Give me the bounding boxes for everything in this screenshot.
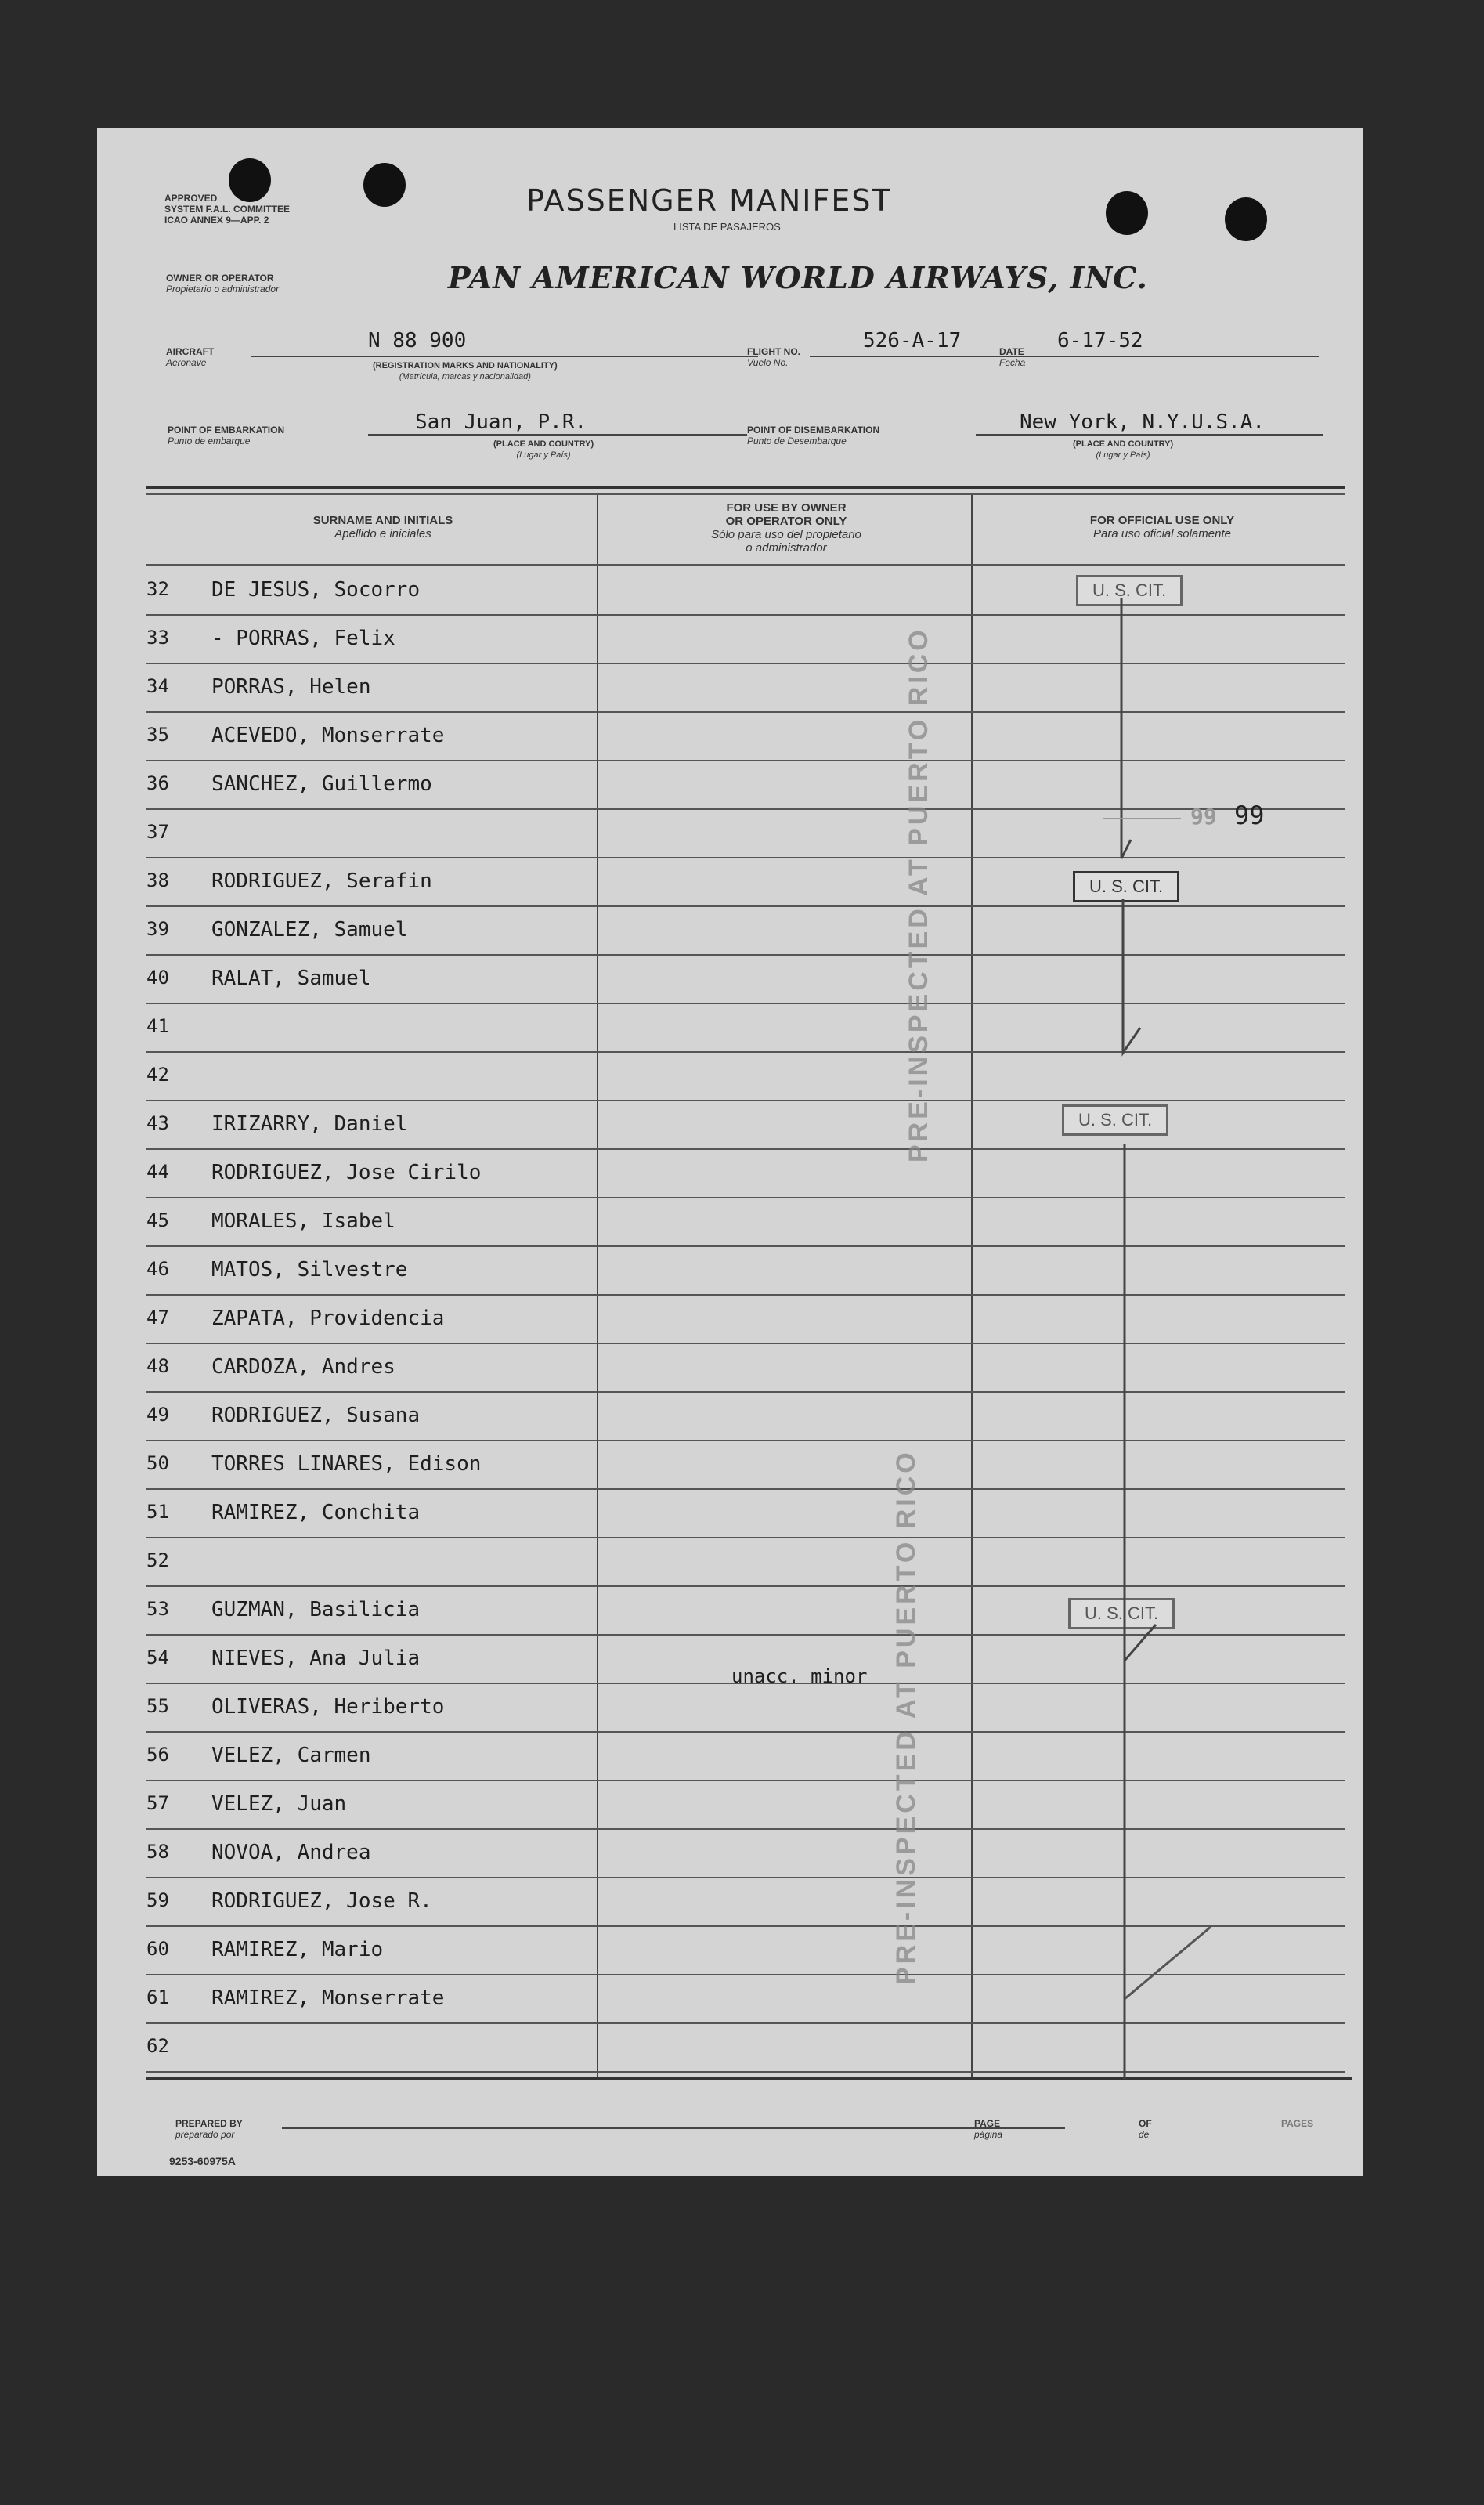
row-number: 33 bbox=[146, 627, 169, 649]
passenger-name: DE JESUS, Socorro bbox=[211, 578, 421, 602]
column-header-owner-es: Sólo para uso del propietario bbox=[711, 528, 861, 541]
passenger-name: ACEVEDO, Monserrate bbox=[211, 724, 445, 747]
column-header-surname-text: SURNAME AND INITIALS bbox=[312, 514, 453, 527]
passenger-name: RAMIREZ, Conchita bbox=[211, 1501, 421, 1524]
column-header-owner-text: OR OPERATOR ONLY bbox=[725, 515, 847, 528]
row-number: 55 bbox=[146, 1695, 169, 1717]
page-title: PASSENGER MANIFEST bbox=[526, 183, 892, 218]
row-number: 54 bbox=[146, 1647, 169, 1668]
row-number: 37 bbox=[146, 821, 169, 843]
aircraft-label-es: Aeronave bbox=[166, 357, 207, 368]
passenger-name: RODRIGUEZ, Jose Cirilo bbox=[211, 1161, 482, 1184]
row-number: 45 bbox=[146, 1209, 169, 1231]
flight-value: 526-A-17 bbox=[863, 329, 962, 352]
passenger-name: RODRIGUEZ, Jose R. bbox=[211, 1889, 432, 1913]
row-number: 41 bbox=[146, 1015, 169, 1037]
owner-label-block bbox=[166, 273, 279, 295]
prepared-by-label-es: preparado por bbox=[175, 2129, 235, 2140]
row-number: 58 bbox=[146, 1841, 169, 1863]
prepared-by-line bbox=[282, 2127, 1065, 2129]
row-number: 57 bbox=[146, 1792, 169, 1814]
row-number: 53 bbox=[146, 1598, 169, 1620]
aircraft-value: N 88 900 bbox=[368, 329, 467, 352]
aircraft-label-block bbox=[166, 346, 214, 368]
official-number: 99 bbox=[1234, 801, 1265, 830]
passenger-name: OLIVERAS, Heriberto bbox=[211, 1695, 445, 1719]
passenger-name: PORRAS, Helen bbox=[211, 675, 371, 699]
row-number: 32 bbox=[146, 578, 169, 600]
header-bottom-rule bbox=[146, 564, 1345, 566]
owner-label-es: Propietario o administrador bbox=[166, 284, 280, 295]
disembarkation-note-block bbox=[1073, 439, 1173, 461]
of-label-block bbox=[1139, 2118, 1152, 2140]
flight-label: FLIGHT NO. bbox=[747, 346, 800, 357]
passenger-name: VELEZ, Carmen bbox=[211, 1744, 371, 1767]
page-subtitle: LISTA DE PASAJEROS bbox=[673, 221, 781, 233]
punch-hole bbox=[1106, 191, 1148, 235]
column-header-owner-text: FOR USE BY OWNER bbox=[726, 501, 847, 515]
row-number: 50 bbox=[146, 1452, 169, 1474]
official-check-mark bbox=[1125, 2055, 1219, 2126]
column-header-surname bbox=[254, 514, 512, 540]
date-line bbox=[1034, 356, 1319, 357]
bracket-line bbox=[1125, 1144, 1156, 1661]
row-number: 61 bbox=[146, 1986, 169, 2008]
prepared-by-label: PREPARED BY bbox=[175, 2118, 243, 2129]
embarkation-label-block bbox=[168, 425, 284, 446]
aircraft-note-es: (Matrícula, marcas y nacionalidad) bbox=[399, 372, 531, 381]
passenger-name: RODRIGUEZ, Susana bbox=[211, 1404, 421, 1427]
disembarkation-label-block bbox=[747, 425, 879, 446]
passenger-name: - PORRAS, Felix bbox=[211, 627, 395, 650]
disembarkation-note-es: (Lugar y País) bbox=[1096, 450, 1150, 460]
us-cit-stamp: U. S. CIT. bbox=[1073, 871, 1179, 902]
passenger-name: MORALES, Isabel bbox=[211, 1209, 395, 1233]
aircraft-note-block bbox=[373, 360, 558, 382]
date-label-es: Fecha bbox=[999, 357, 1026, 368]
page-label: PAGE bbox=[974, 2118, 1001, 2129]
passenger-name: IRIZARRY, Daniel bbox=[211, 1112, 408, 1136]
pre-inspected-stamp: PRE-INSPECTED AT PUERTO RICO bbox=[891, 1449, 921, 1985]
row-number: 39 bbox=[146, 918, 169, 940]
passenger-name: CARDOZA, Andres bbox=[211, 1355, 395, 1379]
row-number: 56 bbox=[146, 1744, 169, 1766]
airline-name: PAN AMERICAN WORLD AIRWAYS, INC. bbox=[448, 260, 1148, 295]
column-header-official-es: Para uso oficial solamente bbox=[1093, 527, 1231, 540]
row-number: 62 bbox=[146, 2035, 169, 2057]
column-header-official-text: FOR OFFICIAL USE ONLY bbox=[1089, 514, 1235, 527]
disembarkation-line bbox=[976, 434, 1323, 436]
official-number-faint: 99 bbox=[1190, 804, 1217, 830]
punch-hole bbox=[363, 163, 406, 207]
column-header-surname-es: Apellido e iniciales bbox=[334, 527, 431, 540]
embarkation-note-block bbox=[493, 439, 594, 461]
approved-line: SYSTEM F.A.L. COMMITTEE bbox=[164, 204, 291, 215]
row-number: 60 bbox=[146, 1938, 169, 1960]
row-number: 52 bbox=[146, 1549, 169, 1571]
column-header-official bbox=[1037, 514, 1287, 540]
disembarkation-note: (PLACE AND COUNTRY) bbox=[1073, 439, 1174, 449]
prepared-by-block bbox=[175, 2118, 243, 2140]
page-label-es: página bbox=[974, 2129, 1003, 2140]
of-label-es: de bbox=[1139, 2129, 1150, 2140]
page-label-block bbox=[974, 2118, 1002, 2140]
disembarkation-value: New York, N.Y.U.S.A. bbox=[1020, 410, 1266, 434]
row-number: 43 bbox=[146, 1112, 169, 1134]
passenger-name: GUZMAN, Basilicia bbox=[211, 1598, 421, 1621]
table-top-rule bbox=[146, 486, 1345, 489]
row-number: 35 bbox=[146, 724, 169, 746]
passenger-name: SANCHEZ, Guillermo bbox=[211, 772, 432, 796]
row-number: 42 bbox=[146, 1064, 169, 1086]
row-number: 40 bbox=[146, 967, 169, 989]
form-number: 9253-60975A bbox=[169, 2155, 236, 2167]
passenger-name: VELEZ, Juan bbox=[211, 1792, 347, 1816]
bracket-line bbox=[1121, 598, 1131, 858]
passenger-name: NOVOA, Andrea bbox=[211, 1841, 371, 1864]
bracket-line bbox=[1123, 899, 1140, 1053]
owner-note: unacc. minor bbox=[731, 1665, 868, 1687]
flight-label-block bbox=[747, 346, 800, 368]
us-cit-stamp: U. S. CIT. bbox=[1068, 1598, 1175, 1629]
embarkation-label: POINT OF EMBARKATION bbox=[168, 425, 285, 436]
disembarkation-label-es: Punto de Desembarque bbox=[747, 436, 847, 446]
table-top-rule-2 bbox=[146, 493, 1345, 495]
passenger-name: NIEVES, Ana Julia bbox=[211, 1647, 421, 1670]
approved-line: ICAO ANNEX 9—APP. 2 bbox=[164, 215, 269, 226]
row-number: 34 bbox=[146, 675, 169, 697]
manifest-page bbox=[97, 128, 1363, 2176]
aircraft-label: AIRCRAFT bbox=[166, 346, 215, 357]
pre-inspected-stamp: PRE-INSPECTED AT PUERTO RICO bbox=[904, 627, 933, 1162]
row-number: 46 bbox=[146, 1258, 169, 1280]
date-label-block bbox=[999, 346, 1025, 368]
embarkation-label-es: Punto de embarque bbox=[168, 436, 251, 446]
passenger-name: GONZALEZ, Samuel bbox=[211, 918, 408, 942]
passenger-name: TORRES LINARES, Edison bbox=[211, 1452, 482, 1476]
row-number: 36 bbox=[146, 772, 169, 794]
us-cit-stamp: U. S. CIT. bbox=[1076, 575, 1183, 606]
approved-block bbox=[164, 193, 290, 226]
aircraft-note: (REGISTRATION MARKS AND NATIONALITY) bbox=[373, 361, 558, 371]
passenger-name: MATOS, Silvestre bbox=[211, 1258, 408, 1281]
aircraft-line bbox=[251, 356, 758, 357]
official-dash bbox=[1103, 818, 1181, 819]
passenger-name: RAMIREZ, Monserrate bbox=[211, 1986, 445, 2010]
flight-label-es: Vuelo No. bbox=[747, 357, 789, 368]
passenger-name: RALAT, Samuel bbox=[211, 967, 371, 990]
embarkation-line bbox=[368, 434, 747, 436]
official-check-mark bbox=[1125, 1919, 1226, 2013]
passenger-name: RAMIREZ, Mario bbox=[211, 1938, 384, 1961]
embarkation-note-es: (Lugar y País) bbox=[516, 450, 571, 460]
embarkation-note: (PLACE AND COUNTRY) bbox=[493, 439, 594, 449]
row-number: 47 bbox=[146, 1307, 169, 1328]
passenger-name: ZAPATA, Providencia bbox=[211, 1307, 445, 1330]
pages-label: PAGES bbox=[1281, 2118, 1314, 2129]
official-check-brackets bbox=[971, 567, 1347, 2079]
row-number: 38 bbox=[146, 869, 169, 891]
row-number: 48 bbox=[146, 1355, 169, 1377]
embarkation-value: San Juan, P.R. bbox=[415, 410, 587, 434]
column-header-owner-es: o administrador bbox=[746, 541, 827, 555]
of-label: OF bbox=[1139, 2118, 1152, 2129]
disembarkation-label: POINT OF DISEMBARKATION bbox=[747, 425, 880, 436]
passenger-name: RODRIGUEZ, Serafin bbox=[211, 869, 432, 893]
row-number: 51 bbox=[146, 1501, 169, 1523]
date-label: DATE bbox=[999, 346, 1024, 357]
us-cit-stamp: U. S. CIT. bbox=[1062, 1104, 1168, 1136]
owner-label: OWNER OR OPERATOR bbox=[166, 273, 274, 284]
date-value: 6-17-52 bbox=[1057, 329, 1143, 352]
punch-hole bbox=[1225, 197, 1267, 241]
row-number: 59 bbox=[146, 1889, 169, 1911]
row-number: 49 bbox=[146, 1404, 169, 1426]
row-number: 44 bbox=[146, 1161, 169, 1183]
approved-line: APPROVED bbox=[164, 193, 218, 204]
column-header-owner bbox=[677, 501, 896, 555]
